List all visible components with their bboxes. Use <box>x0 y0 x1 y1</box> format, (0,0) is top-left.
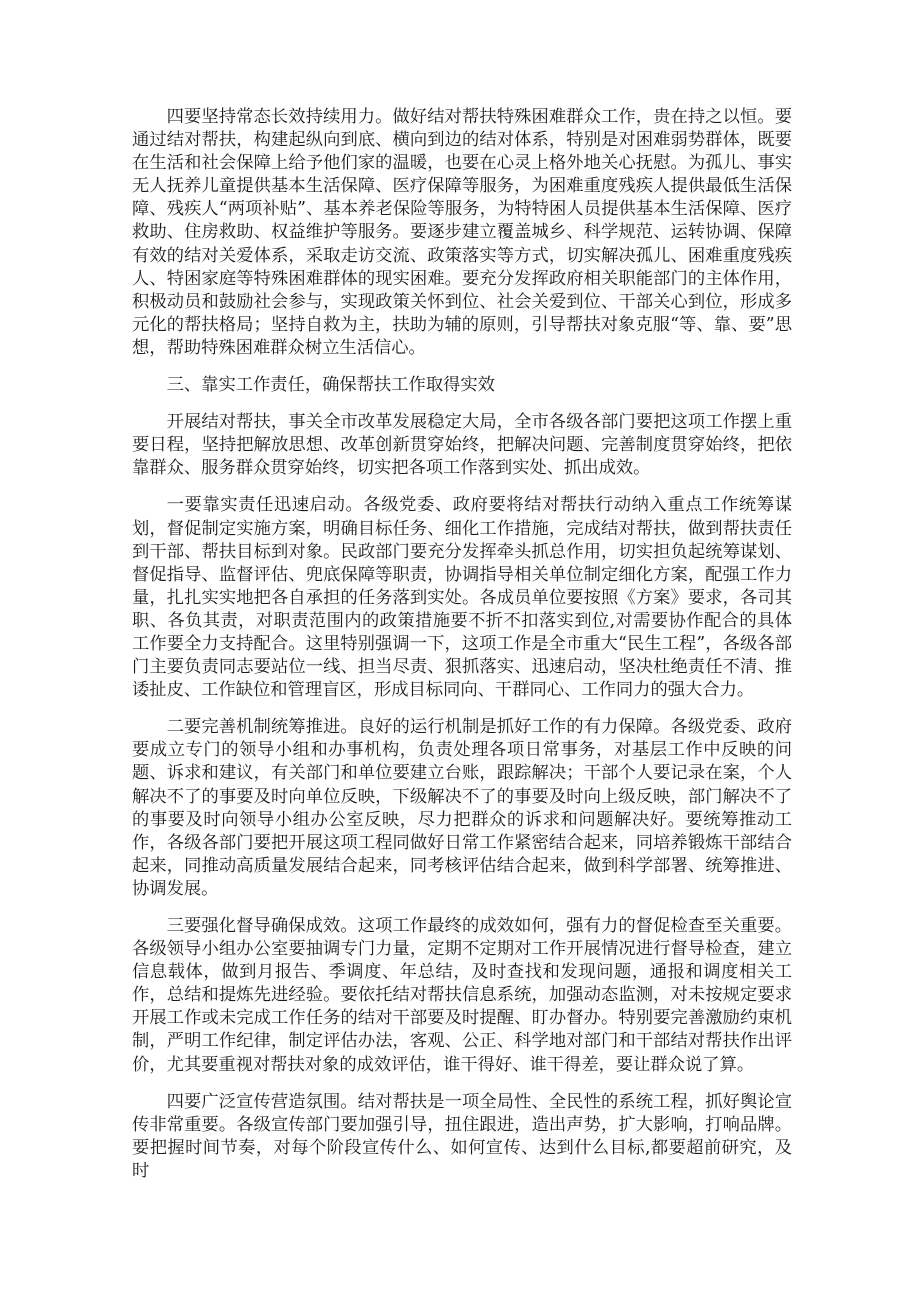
paragraph-section-intro: 开展结对帮扶，事关全市改革发展稳定大局，全市各级各部门要把这项工作摆上重要日程，坚持把解放思想、改革创新贯穿始终，把解决问题、完善制度贯穿始终，把依靠群众、服务群众贯穿始终，切实把各项工作落到实处、抓出成效。 <box>132 412 792 479</box>
paragraph-publicity: 四要广泛宣传营造氛围。结对帮扶是一项全局性、全民性的系统工程，抓好舆论宣传非常重要。各级宣传部门要加强引导，扭住跟进，造出声势，扩大影响，打响品牌。要把握时间节奏，对每个阶段宣传什么、如何宣传、达到什么目标,都要超前研究，及时 <box>132 1091 792 1181</box>
paragraph-persistent-effort: 四要坚持常态长效持续用力。做好结对帮扶特殊困难群众工作，贵在持之以恒。要通过结对帮扶，构建起纵向到底、横向到边的结对体系，特别是对困难弱势群体，既要在生活和社会保障上给予他们家的温暖，也要在心灵上格外地关心抚慰。为孤儿、事实无人抚养儿童提供基本生活保障、医疗保障等服务，为困难重度残疾人提供最低生活保障、残疾人“两项补贴”、基本养老保险等服务，为特特困人员提供基本生活保障、医疗救助、住房救助、权益维护等服务。要逐步建立覆盖城乡、科学规范、运转协调、保障有效的结对关爱体系，采取走访交流、政策落实等方式，切实解决孤儿、困难重度残疾人、特困家庭等特殊困难群体的现实困难。要充分发挥政府相关职能部门的主体作用，积极动员和鼓励社会参与，实现政策关怀到位、社会关爱到位、干部关心到位，形成多元化的帮扶格局；坚持自救为主，扶助为辅的原则，引导帮扶对象克服“等、靠、要”思想，帮助特殊困难群众树立生活信心。 <box>132 107 792 358</box>
document-page <box>132 106 792 1197</box>
paragraph-mechanism: 二要完善机制统筹推进。良好的运行机制是抓好工作的有力保障。各级党委、政府要成立专门的领导小组和办事机构，负责处理各项日常事务，对基层工作中反映的问题、诉求和建议，有关部门和单位要建立台账，跟踪解决；干部个人要记录在案，个人解决不了的事要及时向单位反映，下级解决不了的事要及时向上级反映，部门解决不了的事要及时向领导小组办公室反映，尽力把群众的诉求和问题解决好。要统筹推动工作，各级各部门要把开展这项工程同做好日常工作紧密结合起来，同培养锻炼干部结合起来，同推动高质量发展结合起来，同考核评估结合起来，做到科学部署、统筹推进、协调发展。 <box>132 717 792 899</box>
section-heading-three: 三、靠实工作责任，确保帮扶工作取得实效 <box>166 375 495 396</box>
paragraph-responsibility: 一要靠实责任迅速启动。各级党委、政府要将结对帮扶行动纳入重点工作统筹谋划，督促制定实施方案，明确目标任务、细化工作措施，完成结对帮扶，做到帮扶责任到干部、帮扶目标到对象。民政部门要充分发挥牵头抓总作用，切实担负起统筹谋划、督促指导、监督评估、兜底保障等职责，协调指导相关单位制定细化方案，配强工作力量，扎扎实实地把各自承担的任务落到实处。各成员单位要按照《方案》要求，各司其职、各负其责，对职责范围内的政策措施要不折不扣落实到位,对需要协作配合的具体工作要全力支持配合。这里特别强调一下，这项工作是全市重大“民生工程”，各级各部门主要负责同志要站位一线、担当尽责、狠抓落实、迅速启动，坚决杜绝责任不清、推诿扯皮、工作缺位和管理盲区，形成目标同向、干群同心、工作同力的强大合力。 <box>132 495 792 701</box>
paragraph-supervision: 三要强化督导确保成效。这项工作最终的成效如何，强有力的督促检查至关重要。各级领导小组办公室要抽调专门力量，定期不定期对工作开展情况进行督导检查，建立信息载体，做到月报告、季调度、年总结，及时查找和发现问题，通报和调度相关工作，总结和提炼先进经验。要依托结对帮扶信息系统，加强动态监测，对未按规定要求开展工作或未完成工作任务的结对干部要及时提醒、盯办督办。特别要完善激励约束机制，严明工作纪律，制定评估办法，客观、公正、科学地对部门和干部结对帮扶作出评价，尤其要重视对帮扶对象的成效评估，谁干得好、谁干得差，要让群众说了算。 <box>132 916 792 1075</box>
